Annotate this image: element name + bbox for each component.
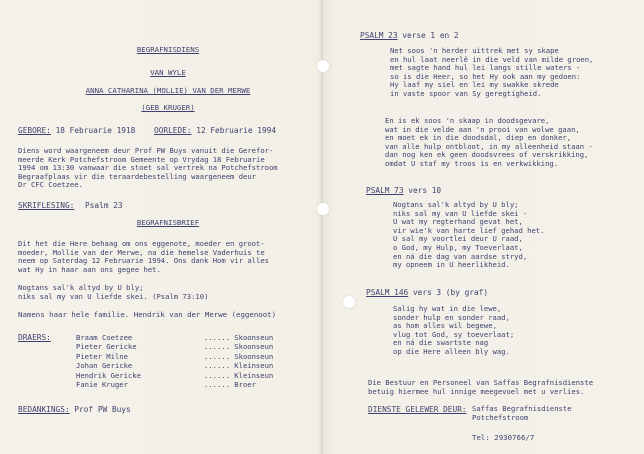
quote-paragraph [18,284,208,301]
brief-line: Dit het die Here behaag om ons eggenote, moeder en groot- [18,239,265,248]
psalm-line: Nogtans sal'k altyd by U bly; [393,200,519,209]
begrafnisbrief-heading: BEGRAFNISBRIEF [136,218,200,227]
quote-line: Nogtans sal'k altyd by U bly; [18,283,144,292]
bestuur-line: betuig hiermee hul innige meegevoel met u verlies. [368,386,585,396]
brief-line: moeder, Mollie van der Merwe, na die hemelse Vaderhuis te [18,247,265,257]
van-wyle: VAN WYLE [150,68,186,77]
psalm-line: Net soos 'n herder uittrek met sy skape [390,46,559,55]
psalm-line: en ná die dag van aardse stryd, [393,251,528,261]
draer-relation: ...... Skoonseun [204,342,274,352]
draer-name: Johan Gericke [76,361,133,371]
deceased-name: ANNA CATHARINA (MOLLIE) VAN DER MERWE [85,86,251,95]
maiden-name: (GEB KRUGER) [141,103,195,112]
brief-paragraph [18,240,269,274]
psalm-line: en moet ek in die doodsdal, diep en donker, [385,133,572,143]
punch-hole-right [343,296,355,308]
gebore-value: 18 Februarie 1918 [55,126,136,135]
intro-line: Diens word waargeneem deur Prof PW Buys vanuit die Gerefor- [18,146,274,155]
brief-line: neem op Saterdag 12 Februarie 1994. Ons dank Hom vir alles [18,256,269,266]
psalm-line: met sagte hand hul lei langs stille waters - [390,63,581,73]
punch-hole-top [317,60,329,72]
psalm73-heading [366,186,441,195]
dienste-line: Potchefstroom [472,412,529,422]
psalm-line: vlug tot God, sy toeverlaat; [393,329,515,339]
oorlede-label: OORLEDE: [154,126,192,135]
psalm-line: En is ek soos 'n skaap in doodsgevare, [385,116,550,125]
psalm23-label: PSALM 23 [360,31,398,40]
intro-line: 1994 om 13:30 vanwaar die stoet sal vertrek na Potchefstroom [18,163,278,173]
draer-name: Fanie Kruger [76,380,128,390]
draer-name: Braam Coetzee [76,333,133,342]
draer-relation: ...... Skoonseun [204,333,274,342]
skriflesing-label: SKRIFLESING: [18,201,75,210]
brief-line: wat Hy in haar aan ons gegee het. [18,264,161,274]
psalm146-heading [366,288,488,297]
psalm146-verse: vers 3 (by graf) [412,288,489,297]
psalm-line: en ná die swartste nag [393,338,489,348]
bedankings-value: Prof PW Buys [74,405,131,414]
oorlede-value: 12 Februarie 1994 [196,126,277,135]
psalm-line: Hy laaf my siel en lei my swakke skrede [390,80,559,90]
draer-relation: ...... Kleinseun [204,370,274,380]
psalm23-stanza-1 [390,47,593,99]
draers-names [76,333,141,389]
bestuur-paragraph [368,379,593,396]
psalm-line: van alle hulp ontbloot, in my alleenheid staan - [385,141,593,151]
bedankings-label: BEDANKINGS: [18,405,70,414]
psalm146-stanza [393,305,514,357]
intro-line: Begraafplaas vir die teraardebestelling waargeneem deur [18,171,256,181]
draers-relations [204,333,273,389]
draer-relation: ...... Skoonseun [204,351,274,361]
skriflesing-value: Psalm 23 [85,201,123,210]
draer-name: Hendrik Gericke [76,370,141,380]
family-line: Namens haar hele familie. Hendrik van der Merwe (eggenoot) [18,310,277,319]
draer-name: Pieter Gericke [76,342,137,352]
death-line [154,126,276,135]
dienste-provider [472,405,572,422]
psalm-line: Salig hy wat in die lewe, [393,304,502,313]
psalm-line: omdat U staf my troos is en verkwikking. [385,158,559,168]
psalm-line: wat in die velde aan 'n prooi van wolwe gaan, [385,124,580,134]
bestuur-line: Die Bestuur en Personeel van Saffas Begrafnisdienste [368,378,594,387]
draer-relation: ...... Kleinseun [204,361,274,371]
psalm-line: dan nog ken ek geen doodsvrees of verskrikking, [385,150,589,160]
psalm-line: my opneem in U heerlikheid. [393,260,510,270]
service-title: BEGRAFNISDIENS [136,45,200,54]
dienste-label: DIENSTE GELEWER DEUR: [368,405,467,414]
skriflesing-line [18,201,123,210]
psalm-line: as hom alles wil begewe, [393,321,497,331]
punch-hole-middle [317,203,329,215]
psalm73-label: PSALM 73 [366,186,404,195]
intro-paragraph [18,147,278,190]
bedankings-line [18,405,131,414]
birth-line [18,126,135,135]
draer-relation: ...... Broer [204,380,256,390]
intro-line: meerde Kerk Potchefstroom Gemeente op Vrydag 18 Februarie [18,154,265,164]
psalm73-verse: vers 10 [408,186,442,195]
psalm-line: U sal my voortlei deur U raad, [393,234,523,244]
draers-label: DRAERS: [18,333,51,342]
quote-line: niks sal my van U liefde skei. (Psalm 73:10) [18,291,209,301]
intro-line: Dr CFC Coetzee. [18,180,83,190]
draer-name: Pieter Milne [76,351,128,361]
psalm-line: vir wie'k van harte lief gehad het. [393,225,545,235]
gebore-label: GEBORE: [18,126,51,135]
psalm73-stanza [393,201,544,270]
psalm-line: en hul laat neerlê in die veld van milde groen, [390,54,594,64]
psalm-line: o God, my Hulp, my Toeverlaat, [393,242,523,252]
psalm-line: op die Here alleen bly wag. [393,346,510,356]
psalm-line: so is die Heer, so het Hy ook aan my gedoen: [390,71,581,81]
psalm-line: in vaste spoor van Sy geregtigheid. [390,88,542,98]
psalm146-label: PSALM 146 [366,288,409,297]
psalm-line: niks sal my van U liefde skei - [393,208,528,218]
psalm23-heading [360,31,459,40]
psalm23-stanza-2 [385,117,593,169]
telephone: Tel: 2930766/7 [472,433,535,442]
dienste-line: Saffas Begrafnisdienste [472,404,572,413]
psalm-line: U wat my regterhand gevat het, [393,217,523,227]
psalm-line: sonder hulp en sonder raad, [393,312,510,322]
psalm23-verse: verse 1 en 2 [402,31,459,40]
